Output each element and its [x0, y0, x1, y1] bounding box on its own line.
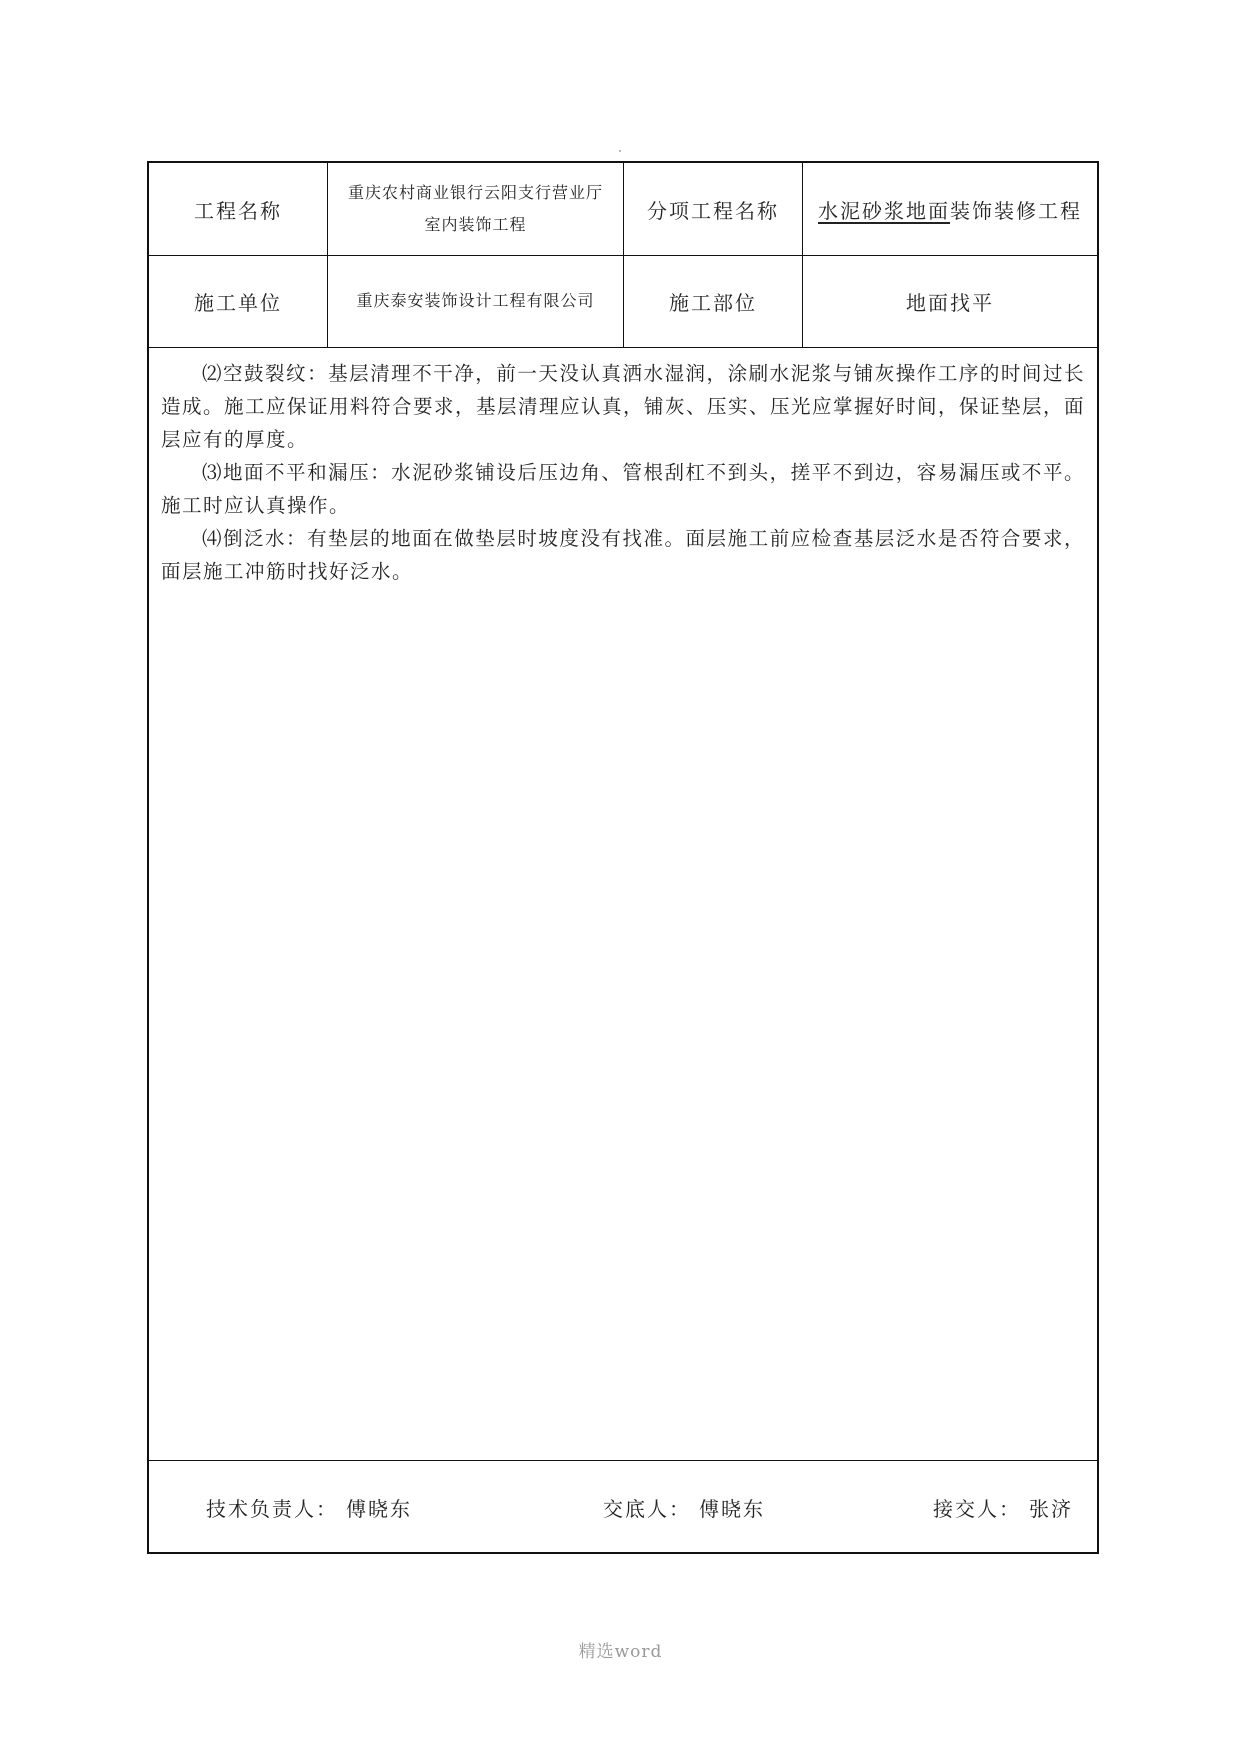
subproject-value	[803, 163, 1097, 255]
receiver-signature	[933, 1493, 1073, 1522]
subproject-value-rest: 装饰装修工程	[950, 198, 1082, 223]
tech-lead-name: 傅晓东	[346, 1497, 412, 1521]
briefer-signature	[603, 1493, 765, 1522]
paragraph-hollow-cracks: ⑵空鼓裂纹：基层清理不干净，前一天没认真洒水湿润，涂刷水泥浆与铺灰操作工序的时间过长造成。施工应保证用料符合要求，基层清理应认真，铺灰、压实、压光应掌握好时间，保证垫层，面层应有的厚度。	[161, 362, 1086, 451]
project-name-label: 工程名称	[149, 163, 328, 255]
contractor-value: 重庆泰安装饰设计工程有限公司	[328, 255, 624, 347]
receiver-name: 张济	[1029, 1497, 1073, 1521]
briefing-form	[147, 161, 1099, 1554]
briefer-name: 傅晓东	[699, 1497, 765, 1521]
briefing-content	[161, 357, 1085, 588]
page-footer: 精选word	[578, 1642, 663, 1662]
tech-lead-label: 技术负责人：	[206, 1497, 338, 1521]
subproject-value-underlined: 水泥砂浆地面	[818, 198, 950, 223]
contractor-label: 施工单位	[149, 255, 328, 347]
location-value: 地面找平	[906, 290, 994, 315]
decorative-dot	[619, 150, 621, 152]
paragraph-reverse-slope: ⑷倒泛水：有垫层的地面在做垫层时坡度没有找准。面层施工前应检查基层泛水是否符合要求，面层施工冲筋时找好泛水。	[161, 527, 1085, 583]
receiver-label: 接交人：	[933, 1497, 1021, 1521]
paragraph-uneven-floor: ⑶地面不平和漏压：水泥砂浆铺设后压边角、管根刮杠不到头，搓平不到边，容易漏压或不平。施工时应认真操作。	[161, 461, 1085, 517]
project-name-value: 重庆农村商业银行云阳支行营业厅室内装饰工程	[328, 163, 624, 255]
location-label: 施工部位	[624, 255, 803, 347]
signature-row	[149, 1460, 1097, 1552]
tech-lead-signature	[206, 1493, 412, 1522]
header-row-project	[149, 163, 1097, 256]
header-row-contractor	[149, 255, 1097, 348]
briefer-label: 交底人：	[603, 1497, 691, 1521]
subproject-label: 分项工程名称	[624, 163, 803, 255]
